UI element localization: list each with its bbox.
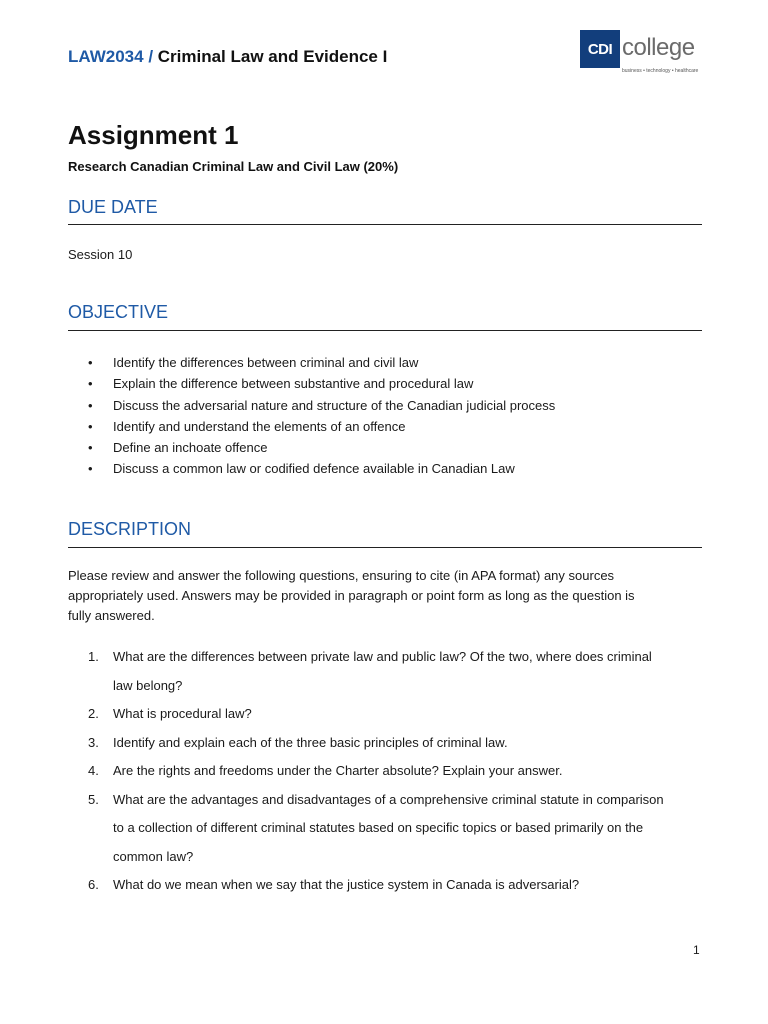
assignment-title: Assignment 1	[68, 120, 239, 150]
bullet-icon: •	[88, 355, 93, 370]
course-separator: /	[143, 47, 158, 66]
course-header	[68, 47, 387, 67]
question-item: 5. What are the advantages and disadvantages of a comprehensive criminal statute in comparison to a collection of different criminal statutes based on specific topics or based primarily on the common law?	[88, 786, 702, 872]
question-number: 1.	[88, 649, 99, 664]
section-divider	[68, 224, 702, 225]
list-item: • Define an inchoate offence	[88, 437, 555, 458]
question-number: 5.	[88, 791, 99, 807]
question-item: 4. Are the rights and freedoms under the Charter absolute? Explain your answer.	[88, 757, 702, 786]
bullet-icon: •	[88, 397, 93, 413]
due-date-heading: DUE DATE	[68, 197, 158, 217]
question-number: 6.	[88, 877, 99, 892]
bullet-icon: •	[88, 418, 93, 434]
logo-tagline: business • technology • healthcare	[622, 68, 699, 74]
objective-list	[88, 352, 555, 480]
logo-wordmark: college	[622, 34, 695, 61]
list-item: • Explain the difference between substantive and procedural law	[88, 373, 555, 394]
question-item: 6. What do we mean when we say that the justice system in Canada is adversarial?	[88, 871, 702, 900]
question-item: 3. Identify and explain each of the three basic principles of criminal law.	[88, 729, 702, 758]
objective-heading: OBJECTIVE	[68, 302, 169, 322]
page-number: 1	[693, 943, 700, 957]
section-divider	[68, 330, 702, 331]
due-date-text: Session 10	[68, 247, 133, 262]
description-heading: DESCRIPTION	[68, 519, 192, 539]
description-intro	[68, 566, 635, 626]
bullet-icon: •	[88, 461, 93, 477]
intro-line: appropriately used. Answers may be provided in paragraph or point form as long as the question is	[68, 588, 635, 603]
question-number: 3.	[88, 734, 99, 750]
assignment-subtitle: Research Canadian Criminal Law and Civil Law (20%)	[68, 159, 399, 174]
section-divider	[68, 547, 702, 548]
course-name: Criminal Law and Evidence I	[157, 47, 388, 66]
list-item: • Identify the differences between criminal and civil law	[88, 352, 555, 373]
bullet-icon: •	[88, 440, 93, 456]
college-logo	[580, 30, 700, 78]
bullet-icon: •	[88, 376, 93, 392]
list-item: • Identify and understand the elements of an offence	[88, 416, 555, 437]
question-item: 2. What is procedural law?	[88, 700, 702, 729]
question-item: 1. What are the differences between private law and public law? Of the two, where does criminal law belong?	[88, 643, 702, 700]
question-number: 2.	[88, 706, 99, 721]
logo-mark: CDI	[580, 30, 620, 68]
question-list	[88, 643, 702, 900]
course-code: LAW2034	[68, 47, 144, 66]
list-item: • Discuss a common law or codified defence available in Canadian Law	[88, 458, 555, 479]
intro-line: Please review and answer the following questions, ensuring to cite (in APA format) any sources	[68, 568, 615, 583]
intro-line: fully answered.	[68, 608, 155, 623]
question-number: 4.	[88, 763, 99, 778]
list-item: • Discuss the adversarial nature and structure of the Canadian judicial process	[88, 395, 555, 416]
